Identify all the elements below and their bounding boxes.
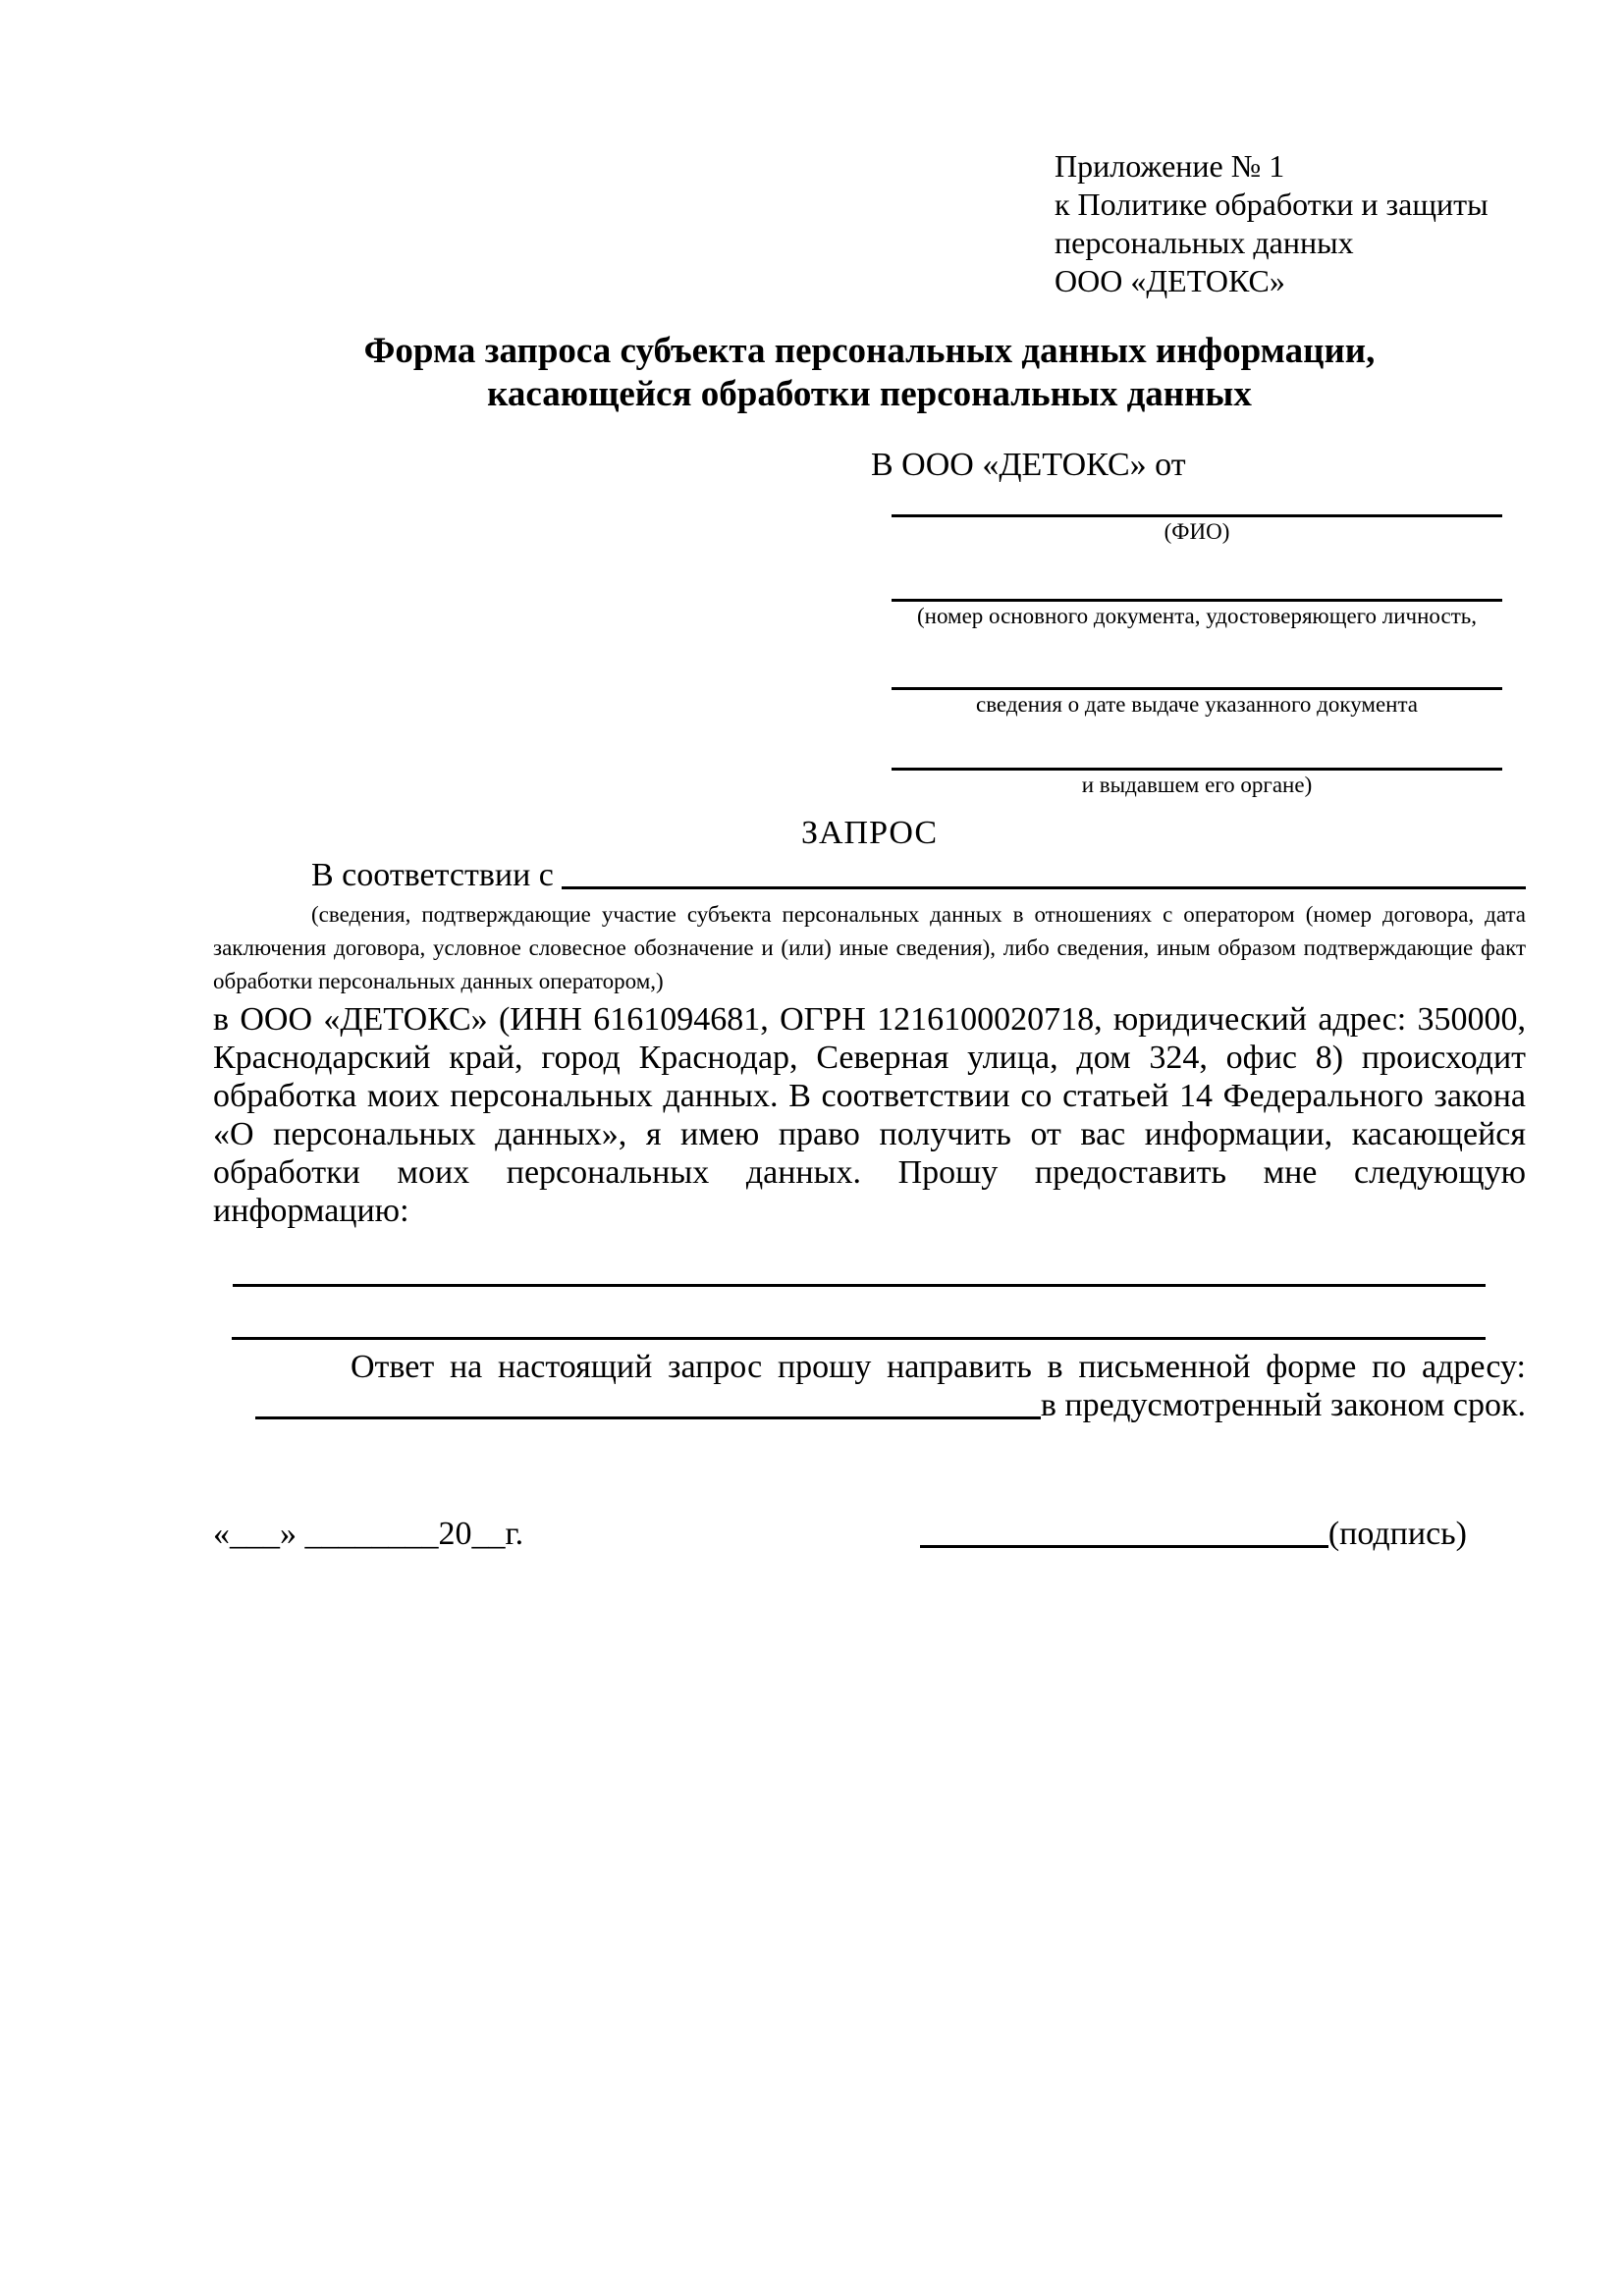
request-heading: ЗАПРОС bbox=[800, 815, 939, 851]
document-title bbox=[213, 330, 1526, 416]
accordance-row bbox=[213, 856, 1526, 894]
addressee-to-line: В ООО «ДЕТОКС» от bbox=[871, 447, 1186, 483]
accordance-blank-line bbox=[562, 886, 1526, 889]
document-number-blank-line bbox=[892, 547, 1502, 602]
accordance-prefix: В соответствии с bbox=[311, 857, 554, 893]
reply-address-row bbox=[213, 1386, 1526, 1424]
issue-date-caption: сведения о дате выдаче указанного документа bbox=[975, 692, 1419, 717]
annex-line: Приложение № 1 bbox=[1055, 148, 1285, 184]
document-title-line: касающейся обработки персональных данных bbox=[487, 374, 1252, 414]
address-blank-line bbox=[255, 1416, 1041, 1419]
footnote-text: (сведения, подтверждающие участие субъекта персональных данных в отношениях с оператором (номер договора, дата заключения договора, условное словесное обозначение и (или) иные сведения), либо сведения, иным образом подтверждающие факт обработки персональных данных оператором,) bbox=[213, 902, 1526, 993]
document-number-caption: (номер основного документа, удостоверяющего личность, bbox=[916, 604, 1477, 628]
signature-group bbox=[920, 1515, 1467, 1553]
reply-sentence: Ответ на настоящий запрос прошу направить в письменной форме по адресу: bbox=[351, 1349, 1526, 1385]
annex-line: к Политике обработки и защиты bbox=[1055, 187, 1489, 222]
annex-line: персональных данных bbox=[1055, 225, 1354, 260]
date-blank-text: «___» ________20__г. bbox=[213, 1516, 524, 1552]
fio-caption: (ФИО) bbox=[1164, 519, 1230, 544]
reply-suffix: в предусмотренный законом срок. bbox=[1040, 1387, 1526, 1423]
request-body-text: в ООО «ДЕТОКС» (ИНН 6161094681, ОГРН 1216100020718, юридический адрес: 350000, Краснодарский край, город Краснодар, Северная улица, дом 324, офис 8) происходит обработка моих персональных данных. В соответствии со статьей 14 Федерального закона «О персональных данных», я имею право получить от вас информации, касающейся обработки моих персональных данных. Прошу предоставить мне следующую информацию: bbox=[213, 1001, 1526, 1229]
addressee-block bbox=[871, 446, 1502, 800]
signature-blank-line bbox=[920, 1545, 1328, 1548]
issue-date-blank-line bbox=[892, 631, 1502, 690]
info-blank-line-1 bbox=[233, 1244, 1486, 1287]
issuing-authority-caption: и выдавшем его органе) bbox=[1081, 773, 1313, 797]
info-blank-line-2 bbox=[232, 1287, 1486, 1340]
issuing-authority-blank-line bbox=[892, 720, 1502, 771]
annex-note bbox=[1055, 147, 1526, 300]
document-title-line: Форма запроса субъекта персональных данных информации, bbox=[363, 331, 1376, 371]
fio-blank-line bbox=[892, 484, 1502, 517]
annex-line: ООО «ДЕТОКС» bbox=[1055, 263, 1285, 298]
signature-row bbox=[213, 1515, 1526, 1553]
signature-caption: (подпись) bbox=[1327, 1516, 1467, 1552]
